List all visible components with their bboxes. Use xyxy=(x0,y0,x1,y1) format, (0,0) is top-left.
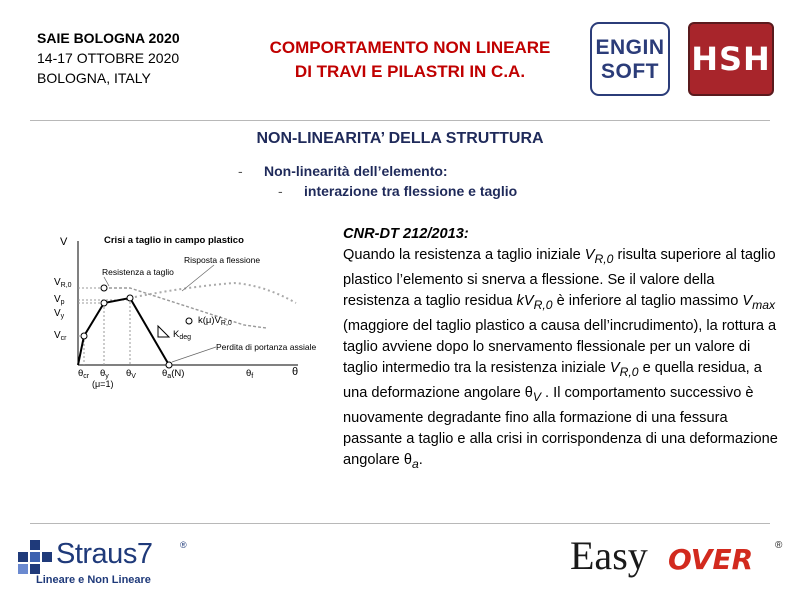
straus7-mark-icon xyxy=(18,540,52,574)
straus7-reg: ® xyxy=(180,540,187,550)
slide-title-line2: DI TRAVI E PILASTRI IN C.A. xyxy=(294,62,526,81)
body-p6: . Il comportamento successivo è nuovamente degradante fino alla formazione di una fessura passante a taglio e alla crisi in corrispondenza di una deformazione angolare xyxy=(343,384,778,468)
easyover-easy: Easy xyxy=(570,533,648,578)
leader-perdita xyxy=(172,347,216,362)
straus7-logo xyxy=(18,538,188,588)
label-kmu: $k(\mu)V_{R,0}$ xyxy=(198,315,232,327)
symbol-thv-sub: V xyxy=(532,389,541,404)
easyover-over: OVER xyxy=(668,543,754,576)
point-kmu xyxy=(186,318,192,324)
symbol-vmax: V xyxy=(742,292,753,309)
body-p5: e quella residua, a una deformazione angolare xyxy=(343,359,762,401)
symbol-vr0-2: V xyxy=(609,359,620,376)
label-perdita: Perdita di portanza assiale xyxy=(216,342,317,352)
body-p3: è inferiore al taglio massimo xyxy=(552,292,743,309)
easyover-reg: ® xyxy=(775,540,783,551)
slide-title-line1: COMPORTAMENTO NON LINEARE xyxy=(269,38,551,57)
straus7-tagline: Lineare e Non Lineare xyxy=(36,574,151,586)
symbol-kvr0-sub: R,0 xyxy=(533,297,553,312)
shear-strength-curve xyxy=(104,288,266,328)
tick-thcr: $\theta_{cr}$ xyxy=(78,368,90,380)
section-title: NON-LINEARITA’ DELLA STRUTTURA xyxy=(256,130,544,147)
header-divider xyxy=(30,120,770,121)
y-axis-label: V xyxy=(60,236,68,248)
point-vp xyxy=(127,295,133,301)
enginsoft-logo xyxy=(590,22,670,96)
straus7-brand: Straus7 xyxy=(56,538,153,570)
footer-divider xyxy=(30,523,770,524)
label-vcr: $V_{cr}$ xyxy=(54,330,67,342)
symbol-thv: θ xyxy=(524,384,533,401)
tick-tha: $\theta_a(N)$ xyxy=(162,368,185,380)
bullet-level2-text: interazione tra flessione e taglio xyxy=(304,183,518,199)
enginsoft-logo-bottom: SOFT xyxy=(601,60,659,83)
tick-thf: $\theta_f$ xyxy=(246,368,254,380)
point-vr0 xyxy=(101,285,107,291)
x-axis-label: θ xyxy=(292,366,299,378)
event-name: SAIE BOLOGNA 2020 xyxy=(37,30,180,46)
label-kdeg: $K_{deg}$ xyxy=(173,329,192,341)
point-vcr xyxy=(81,333,87,339)
easyover-logo xyxy=(570,530,790,590)
leader-risposta xyxy=(182,265,214,291)
bullet-level1 xyxy=(238,163,448,179)
symbol-kvr0: kV xyxy=(516,292,534,309)
enginsoft-logo-top: ENGIN xyxy=(595,36,665,59)
slide-title xyxy=(240,36,580,84)
tick-thv: $\theta_V$ xyxy=(126,368,136,380)
event-place: BOLOGNA, ITALY xyxy=(37,70,151,86)
symbol-vr0-sub: R,0 xyxy=(594,251,614,266)
bullet-level2 xyxy=(278,183,517,199)
bullet-level1-text: Non-linearità dell’elemento: xyxy=(264,163,448,179)
body-p2: risulta superiore al taglio plastico l’elemento si snerva a flessione. Se il valore della resistenza a taglio residua xyxy=(343,247,776,309)
symbol-tha: θ xyxy=(403,451,412,468)
bullet-dash: - xyxy=(238,163,243,179)
bullet-dash: - xyxy=(278,183,283,199)
body-text xyxy=(343,224,783,475)
label-resistenza: Resistenza a taglio xyxy=(102,267,174,277)
event-dates: 14-17 OTTOBRE 2020 xyxy=(37,50,180,66)
kdeg-triangle xyxy=(158,326,169,337)
symbol-vmax-sub: max xyxy=(752,297,776,312)
flexural-response-curve xyxy=(130,283,296,303)
symbol-tha-sub: a xyxy=(411,456,419,471)
label-vp: $V_p$ xyxy=(54,294,65,306)
shear-flexure-diagram xyxy=(34,225,334,400)
symbol-vr0-2-sub: R,0 xyxy=(619,364,639,379)
label-vy: $V_y$ xyxy=(54,308,65,320)
hsh-logo: HSH xyxy=(688,22,774,96)
body-title: CNR-DT 212/2013: xyxy=(343,226,469,242)
response-curve xyxy=(78,298,169,365)
label-risposta: Risposta a flessione xyxy=(184,255,261,265)
label-vr0: $V_{R,0}$ xyxy=(54,277,72,289)
symbol-vr0: V xyxy=(584,247,595,263)
body-p7: . xyxy=(418,451,423,468)
body-p1: Quando la resistenza a taglio iniziale xyxy=(343,247,585,263)
tick-mu: (μ=1) xyxy=(92,379,114,389)
tick-thy: $\theta_y$ xyxy=(100,368,109,380)
point-vy xyxy=(101,300,107,306)
event-info xyxy=(37,28,180,88)
body-p4: (maggiore del taglio plastico a causa dell’incrudimento), la rottura a taglio avviene dopo lo snervamento flessionale per un valore di taglio intermedio tra la resistenza iniziale xyxy=(343,317,777,376)
diagram-title: Crisi a taglio in campo plastico xyxy=(104,235,244,246)
